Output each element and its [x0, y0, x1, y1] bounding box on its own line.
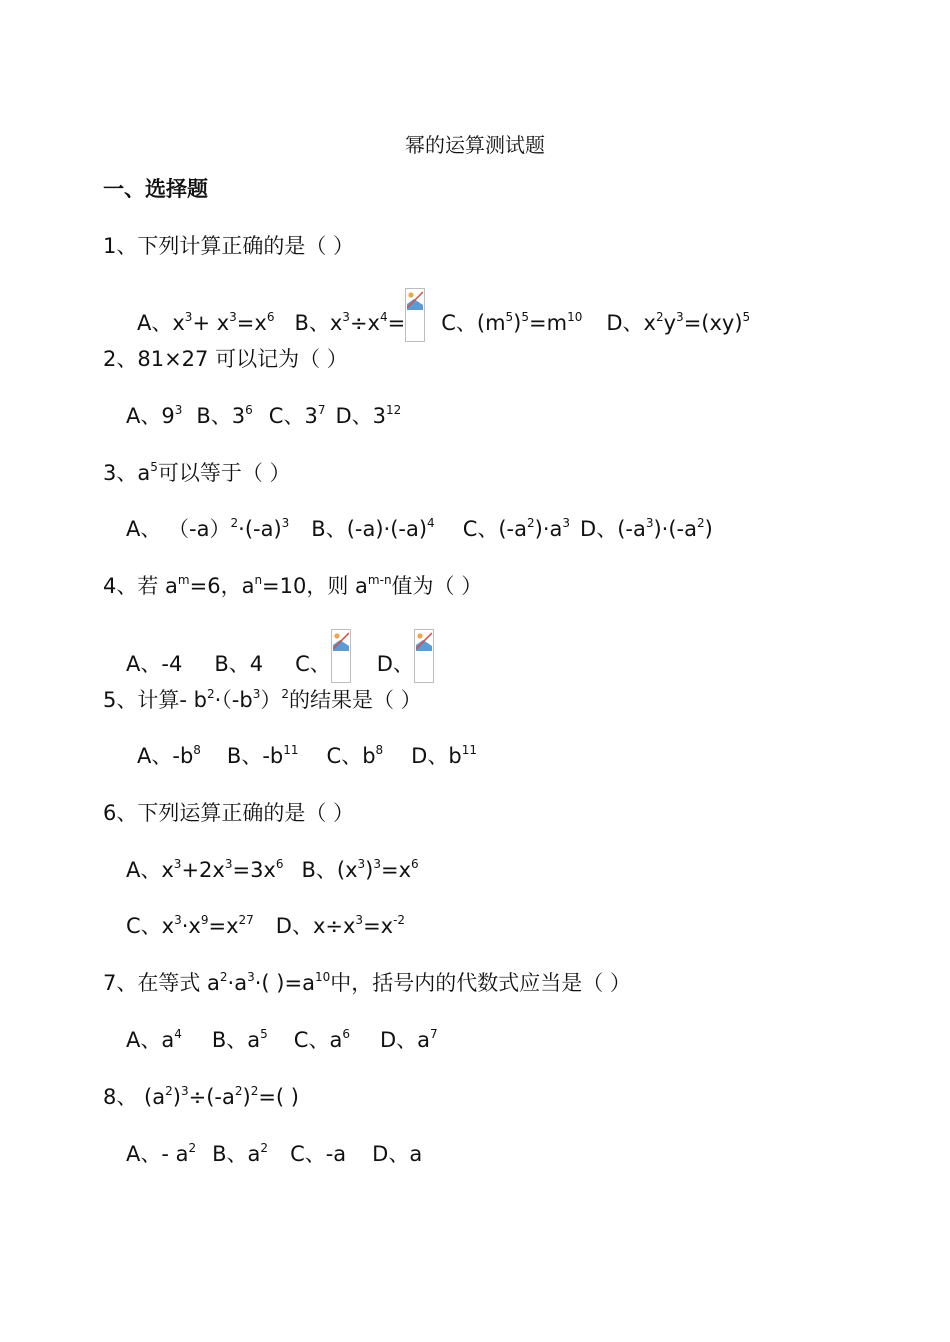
page-title: 幂的运算测试题: [405, 133, 545, 157]
option-d: D、$(-a^3)\cdot(-a^2)$: [580, 516, 713, 541]
question-4: 4、若 $a^m=6$，$a^n=10$，则 $a^{m-n}$值为（ ）: [103, 573, 483, 598]
option-d: D、$3^{12}$: [335, 403, 402, 428]
option-c: C、$(-a^2)\cdot a^3$: [462, 516, 571, 541]
option-b: B、$(x^3)^3=x^6$: [301, 857, 419, 882]
question-7: 7、在等式 $a^2\cdot a^3\cdot$( )$=a^{10}$中，括号内的代数式应当是（ ）: [103, 970, 631, 995]
option-d: D、: [377, 652, 434, 676]
question-8-options: [126, 1140, 422, 1168]
option-c: C、$x^3\cdot x^9=x^{27}$: [126, 913, 254, 938]
option-d: D、$x^2y^3=(xy)^5$: [606, 310, 751, 335]
question-6-options-row-2: [126, 912, 405, 940]
question-6: 6、下列运算正确的是（ ）: [103, 801, 355, 825]
option-c: C、$b^8$: [326, 743, 384, 768]
broken-image-icon: [414, 629, 434, 683]
question-6-options-row-1: [126, 856, 419, 884]
option-b: B、$a^5$: [211, 1027, 268, 1052]
option-c: C、$3^7$: [268, 403, 326, 428]
option-a: A、$x^3+ x^3=x^6$: [137, 310, 275, 335]
option-b: B、$(-a)\cdot(-a)^4$: [311, 516, 435, 541]
question-2-options: [126, 402, 401, 430]
option-a: A、$9^3$: [126, 403, 183, 428]
option-d: D、a: [372, 1142, 423, 1166]
question-5-options: [137, 742, 477, 770]
question-8: 8、 $(a^2)^3\div(-a^2)^2=$( ): [103, 1084, 299, 1109]
option-b: B、$3^6$: [196, 403, 253, 428]
option-b: B、$x^3\div x^4=$: [294, 310, 406, 335]
option-a: A、$a^4$: [126, 1027, 182, 1052]
question-3-options: [126, 515, 713, 543]
question-7-options: [126, 1026, 438, 1054]
option-a: A、-4: [126, 652, 183, 676]
option-d: D、$b^{11}$: [411, 743, 477, 768]
option-a: A、 $(-a)^2\cdot(-a)^3$: [126, 516, 290, 541]
option-b: B、$a^2$: [212, 1141, 269, 1166]
option-a: A、$-b^8$: [137, 743, 201, 768]
question-2: 2、81×27 可以记为（ ）: [103, 347, 348, 371]
option-b: B、$-b^{11}$: [226, 743, 299, 768]
option-c: C、: [295, 652, 351, 676]
option-c: C、-a: [290, 1142, 347, 1166]
question-5: 5、计算- $b^2\cdot(-b^3)^2$的结果是（ ）: [103, 687, 422, 712]
broken-image-icon: [405, 288, 425, 342]
option-a: A、- $a^2$: [126, 1141, 197, 1166]
option-b: B、4: [214, 652, 264, 676]
question-1: 1、下列计算正确的是（ ）: [103, 234, 355, 258]
option-a: A、$x^3+2x^3=3x^6$: [126, 857, 284, 882]
option-d: D、$a^7$: [379, 1027, 438, 1052]
question-1-options: [137, 288, 750, 342]
broken-image-icon: [331, 629, 351, 683]
question-4-options: [126, 629, 434, 683]
option-c: C、$a^6$: [293, 1027, 350, 1052]
section-heading: 一、选择题: [103, 177, 208, 201]
option-d: D、$x\div x^3=x^{-2}$: [275, 913, 406, 938]
option-c: C、$(m^5)^5=m^{10}$: [441, 310, 583, 335]
question-3: 3、$a^5$可以等于（ ）: [103, 460, 291, 485]
